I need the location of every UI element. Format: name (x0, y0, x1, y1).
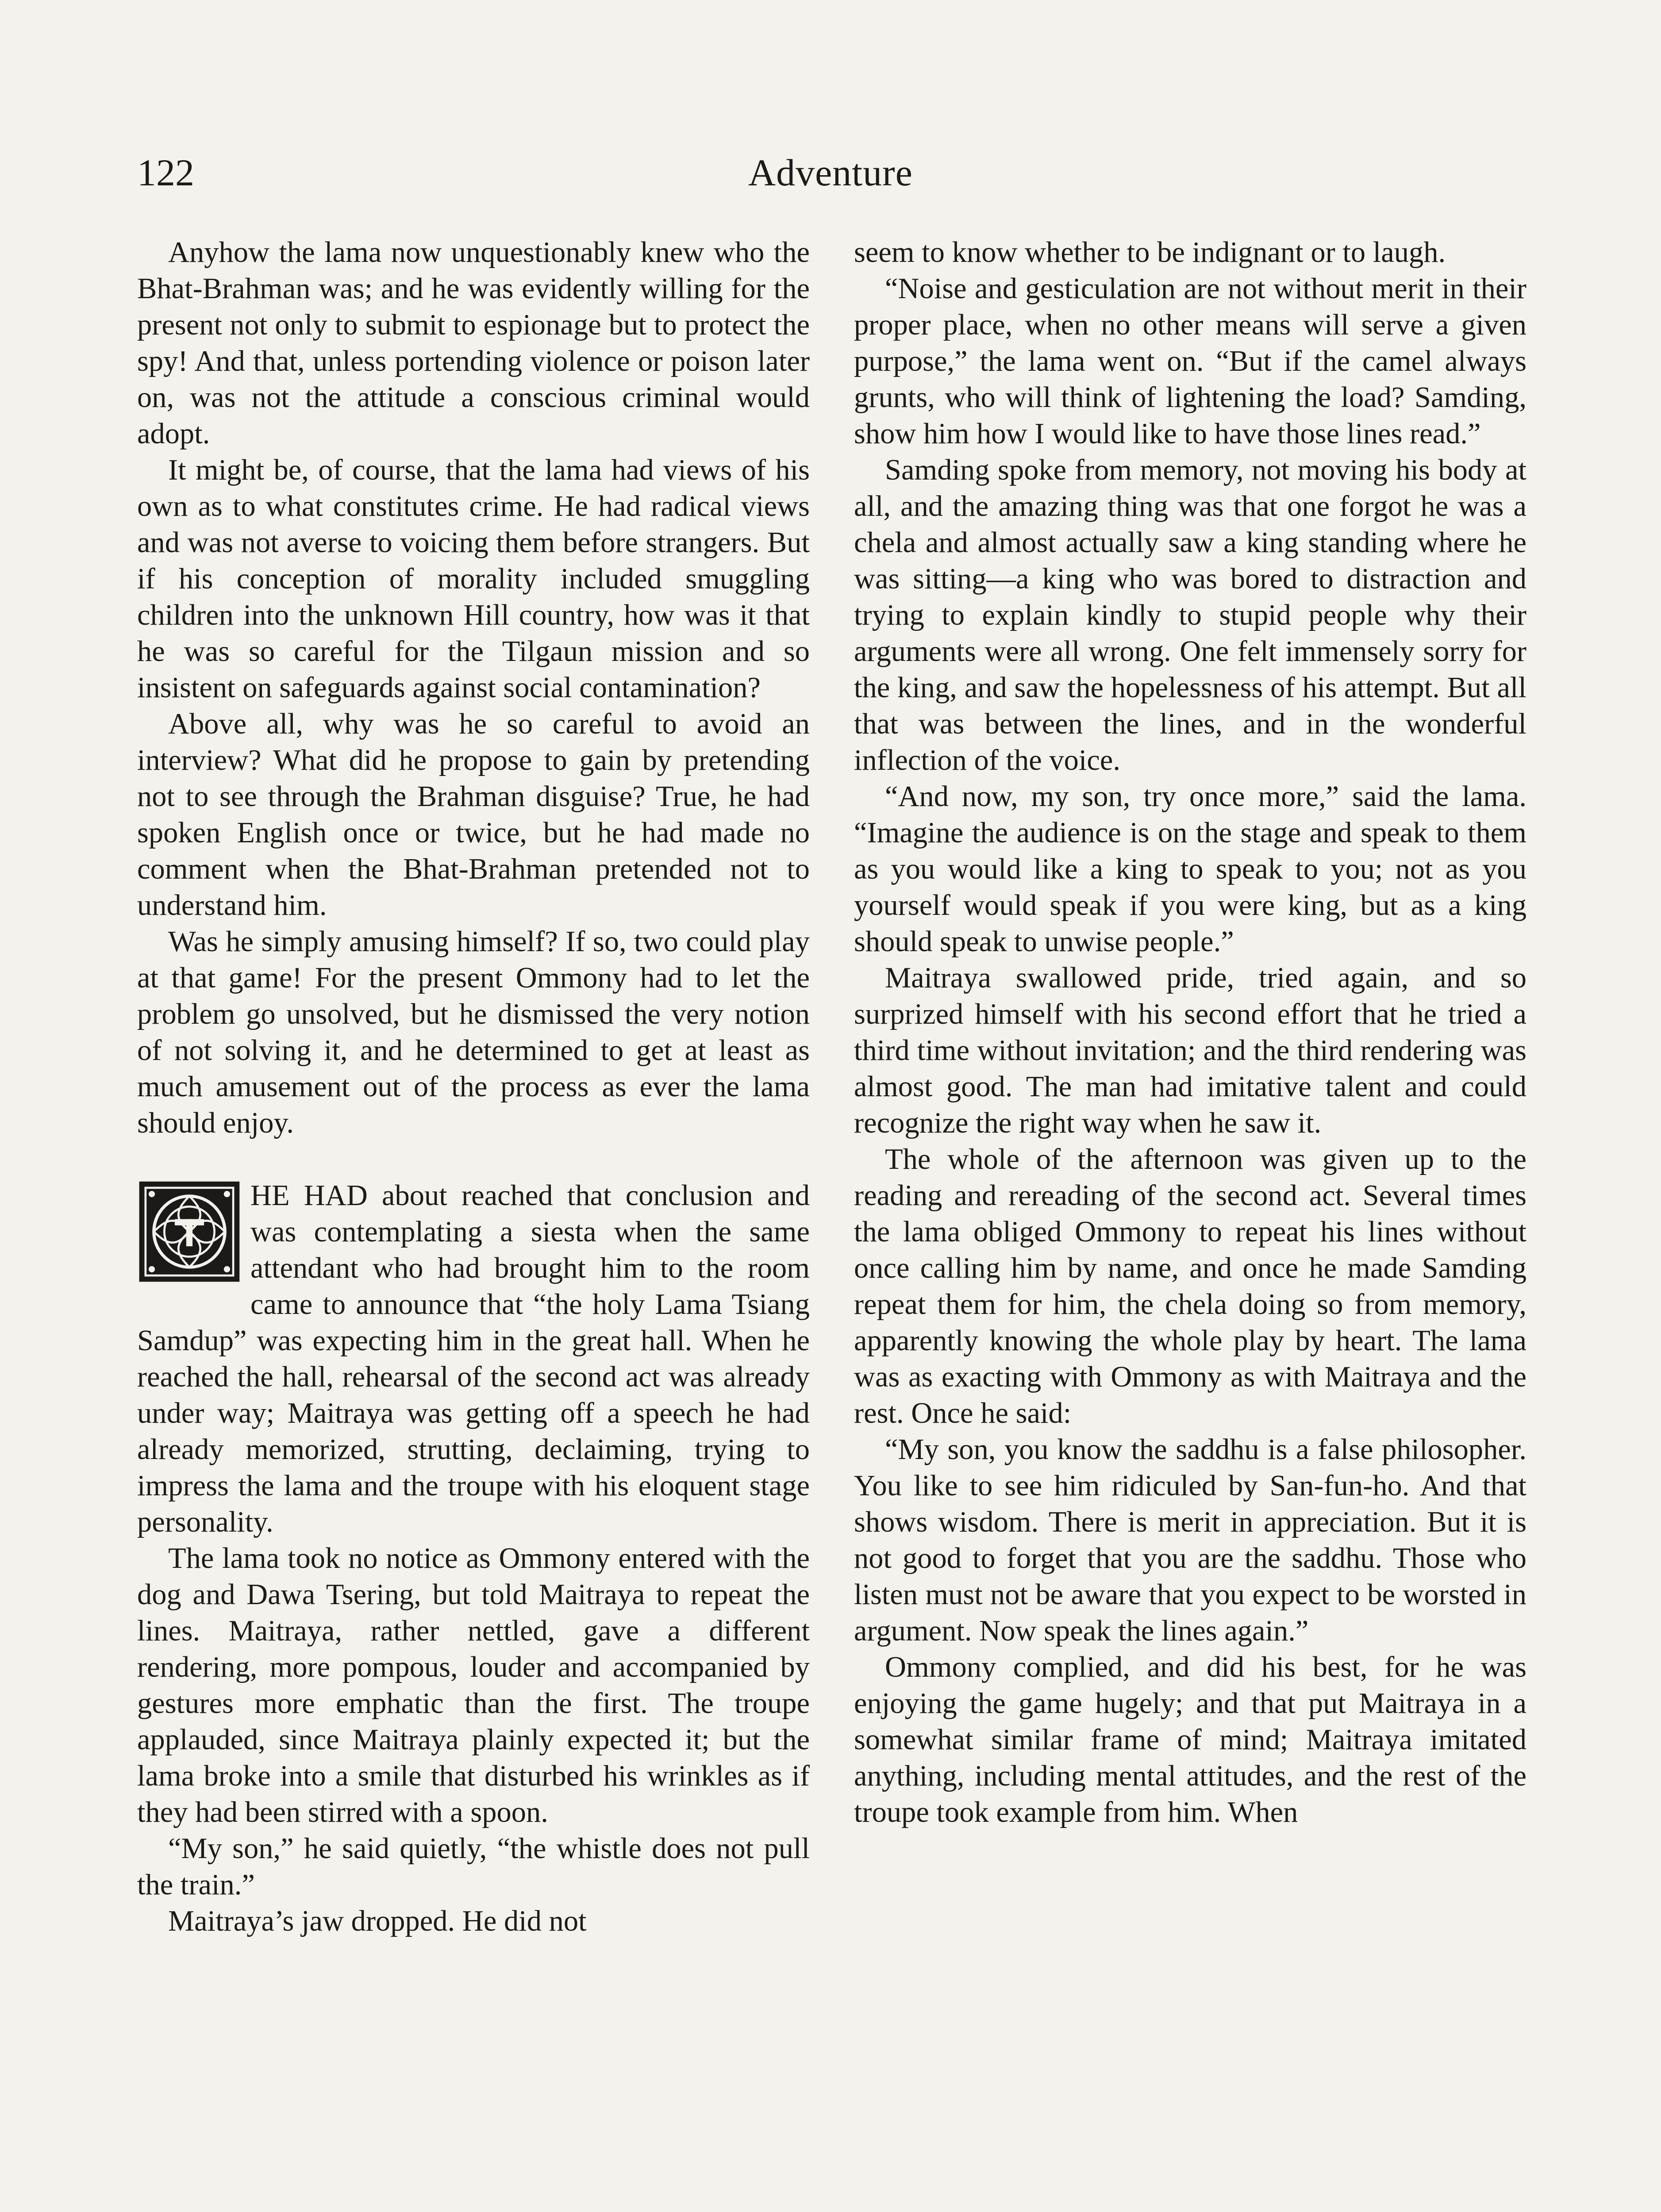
paragraph: Samding spoke from memory, not moving his body at all, and the amazing thing was that one forgot he was a chela and almost actually saw a king standing where he was sitting—a king who was bored to distraction and trying to explain kindly to stupid people why their arguments were all wrong. One felt immensely sorry for the king, and saw the hopelessness of his attempt. But all that was between the lines, and in the wonderful inflection of the voice. (854, 454, 1526, 776)
right-column (854, 234, 1526, 2212)
running-title: Adventure (748, 151, 913, 194)
paragraph: seem to know whether to be indignant or to laugh. (854, 236, 1446, 269)
paragraph: “Noise and gesticulation are not without merit in their proper place, when no other means will serve a given purpose,” the lama went on. “But if the camel always grunts, who will think of lightening the load? Samding, show him how I would like to have those lines read.” (854, 273, 1526, 450)
paragraph: Was he simply amusing himself? If so, two could play at that game! For the present Ommony had to let the problem go unsolved, but he dismissed the very notion of not solving it, and he determined to get at least as much amusement out of the process as ever the lama should enjoy. (137, 926, 810, 1139)
paragraph: Maitraya’s jaw dropped. He did not (168, 1905, 587, 1937)
page-number: 122 (137, 151, 194, 194)
paragraph: Maitraya swallowed pride, tried again, and so surprized himself with his second effort that he tried a third time without invitation; and the third rendering was almost good. The man had imitative talent and could recognize the right way when he saw it. (854, 962, 1526, 1139)
paragraph: “My son,” he said quietly, “the whistle does not pull the train.” (137, 1832, 810, 1901)
left-column (137, 234, 810, 2212)
paragraph: The whole of the afternoon was given up to the reading and rereading of the second act. Several times the lama obliged Ommony to repeat his lines without once calling him by name, and once he made Samding repeat them for him, the chela doing so from memory, apparently knowing the whole play by heart. The lama was as exacting with Ommony as with Maitraya and the rest. Once he said: (854, 1143, 1526, 1429)
paragraph: Ommony complied, and did his best, for he was enjoying the game hugely; and that put Maitraya in a somewhat similar frame of mind; Maitraya imitated anything, including mental attitudes, and the rest of the troupe took example from him. When (854, 1651, 1526, 1828)
section-text: HE HAD about reached that conclusion and was contemplating a siesta when the same attendant who had brought him to the room came to announce that “the holy Lama Tsiang Samdup” was expecting him in the great hall. When he reached the hall, rehearsal of the second act was already under way; Maitraya was getting off a speech he had already memorized, strutting, declaiming, trying to impress the lama and the troupe with his eloquent stage personality. (137, 1179, 810, 1538)
paragraph: “My son, you know the saddhu is a false philosopher. You like to see him ridiculed by San-fun-ho. And that shows wisdom. There is merit in appreciation. But it is not good to forget that you are the saddhu. Those who listen must not be aware that you expect to be worsted in argument. Now speak the lines again.” (854, 1433, 1526, 1647)
paragraph: Anyhow the lama now unquestionably knew who the Bhat-Brahman was; and he was evidently willing for the present not only to submit to espionage but to protect the spy! And that, unless portending violence or poison later on, was not the attitude a conscious criminal would adopt. (137, 236, 810, 450)
paragraph: Above all, why was he so careful to avoid an interview? What did he propose to gain by pretending not to see through the Brahman disguise? True, he had spoken English once or twice, but he had made no comment when the Bhat-Brahman pretended not to understand him. (137, 708, 810, 922)
page-header (137, 146, 1524, 199)
section-opening-paragraph (137, 1178, 810, 1540)
paragraph: “And now, my son, try once more,” said the lama. “Imagine the audience is on the stage and speak to them as you would like a king to speak to you; not as you yourself would speak if you were king, but as a king should speak to unwise people.” (854, 780, 1526, 958)
paragraph: It might be, of course, that the lama had views of his own as to what constitutes crime. He had radical views and was not averse to voicing them before strangers. But if his conception of morality included smuggling children into the unknown Hill country, how was it that he was so careful for the Tilgaun mission and so insistent on safeguards against social contamination? (137, 454, 810, 704)
article-body (137, 234, 1524, 2212)
paragraph: The lama took no notice as Ommony entered with the dog and Dawa Tsering, but told Maitraya to repeat the lines. Maitraya, rather nettled, gave a different rendering, more pompous, louder and accompanied by gestures more emphatic than the first. The troupe applauded, since Maitraya plainly expected it; but the lama broke into a smile that disturbed his wrinkles as if they had been stirred with a spoon. (137, 1542, 810, 1828)
ornamental-dropcap-icon (137, 1179, 242, 1288)
